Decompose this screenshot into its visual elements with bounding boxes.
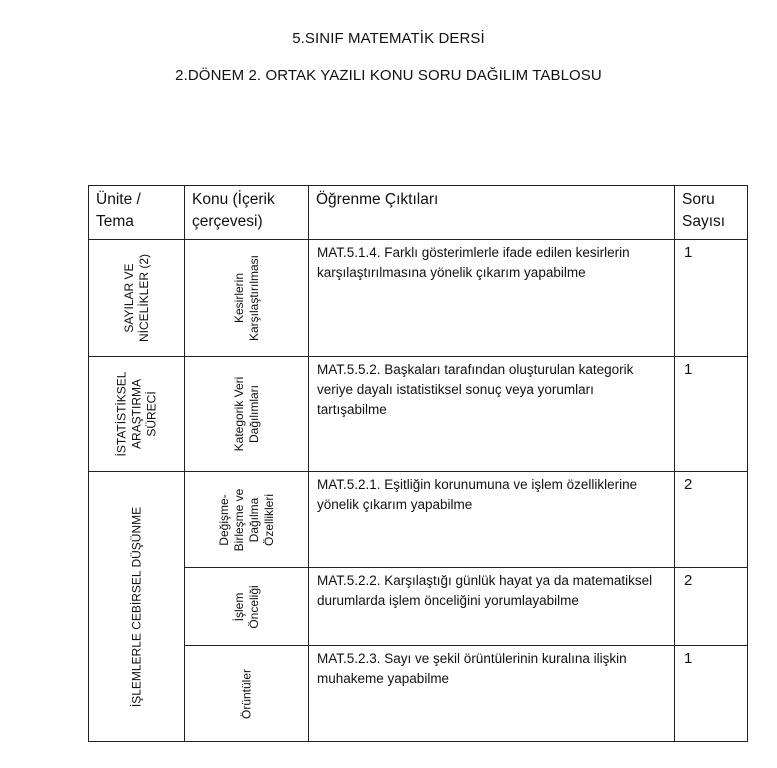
- question-count-cell: 2: [675, 568, 748, 646]
- outcome-cell: MAT.5.2.1. Eşitliğin korunumuna ve işlem özelliklerine yönelik çıkarım yapabilme: [309, 472, 675, 568]
- question-count-cell: 1: [675, 240, 748, 357]
- topic-cell: [185, 357, 309, 472]
- unit-label: İSTATİSTİKSEL ARAŞTIRMA SÜRECİ: [114, 371, 158, 457]
- question-distribution-table: [88, 185, 748, 742]
- unit-cell: [89, 357, 185, 472]
- question-count-cell: 2: [675, 472, 748, 568]
- outcome-cell: MAT.5.2.2. Karşılaştığı günlük hayat ya da matematiksel durumlarda işlem önceliğini yorumlayabilme: [309, 568, 675, 646]
- header-outcomes: Öğrenme Çıktıları: [309, 186, 675, 240]
- outcome-cell: MAT.5.2.3. Sayı ve şekil örüntülerinin kuralına ilişkin muhakeme yapabilme: [309, 646, 675, 742]
- table-row: [89, 646, 748, 742]
- question-count-cell: 1: [675, 646, 748, 742]
- topic-label: Kategorik Veri Dağılımları: [231, 376, 261, 452]
- header-topic: Konu (İçerik çerçevesi): [185, 186, 309, 240]
- unit-cell: [89, 472, 185, 742]
- header-row: [89, 186, 748, 240]
- topic-cell: [185, 472, 309, 568]
- topic-label: Değişme- Birleşme ve Dağılma Özellikleri: [216, 488, 276, 551]
- table-row: [89, 357, 748, 472]
- unit-cell: [89, 240, 185, 357]
- header-unit: Ünite / Tema: [89, 186, 185, 240]
- topic-cell: [185, 240, 309, 357]
- table-row: [89, 568, 748, 646]
- question-count-cell: 1: [675, 357, 748, 472]
- topic-cell: [185, 568, 309, 646]
- document-subtitle: 2.DÖNEM 2. ORTAK YAZILI KONU SORU DAĞILIM TABLOSU: [175, 67, 602, 84]
- table-row: [89, 472, 748, 568]
- unit-label: SAYILAR VE NİCELİKLER (2): [121, 253, 151, 343]
- outcome-cell: MAT.5.1.4. Farklı gösterimlerle ifade edilen kesirlerin karşılaştırılmasına yönelik çıkarım yapabilme: [309, 240, 675, 357]
- unit-label: İŞLEMLERLE CEBİRSEL DÜŞÜNME: [129, 506, 143, 707]
- topic-cell: [185, 646, 309, 742]
- header-question-count: Soru Sayısı: [675, 186, 748, 240]
- topic-label: İşlem Önceliği: [231, 584, 261, 629]
- document-title: 5.SINIF MATEMATİK DERSİ: [292, 30, 485, 47]
- table-row: [89, 240, 748, 357]
- topic-label: Kesirlerin Karşılaştırılması: [231, 254, 261, 342]
- outcome-cell: MAT.5.5.2. Başkaları tarafından oluşturulan kategorik veriye dayalı istatistiksel sonuç veya yorumları tartışabilme: [309, 357, 675, 472]
- topic-label: Örüntüler: [239, 668, 253, 719]
